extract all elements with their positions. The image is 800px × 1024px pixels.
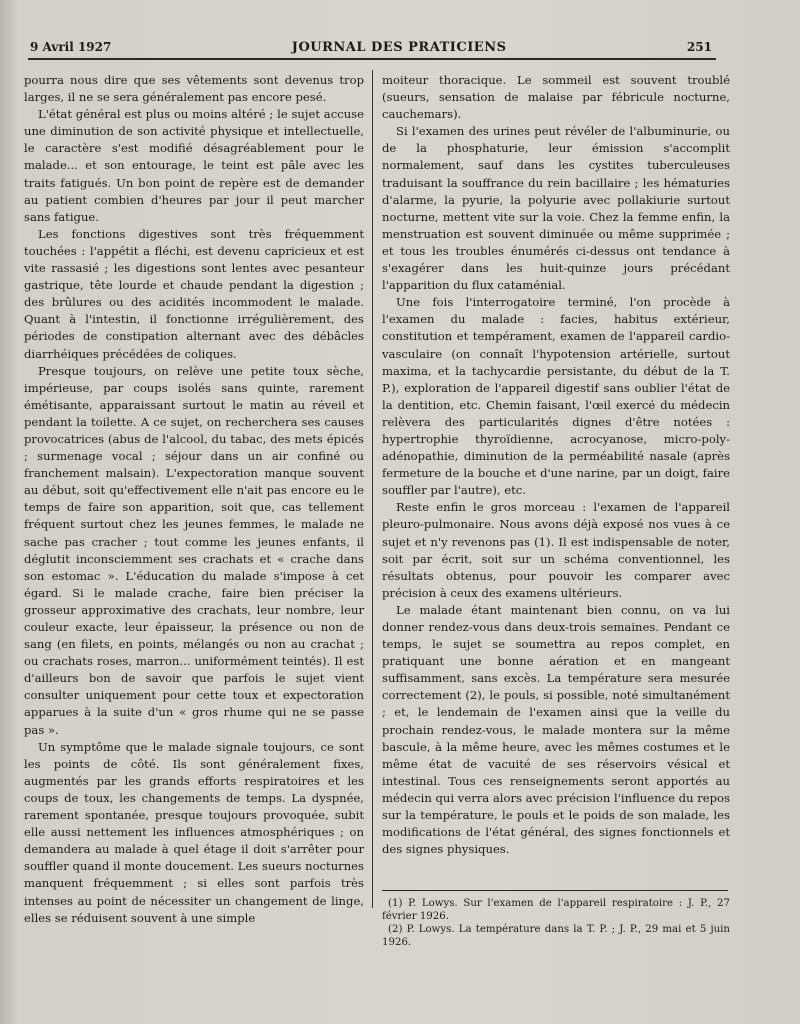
paragraph: pourra nous dire que ses vêtements sont devenus trop larges, il ne se sera généralement pas encore pesé. bbox=[24, 73, 364, 105]
paragraph: Une fois l'interrogatoire terminé, l'on procède à l'examen du malade : facies, habitus extérieur, constitution et tempérament, examen de l'appareil cardio-vasculaire (on connaît l'hypotension artérielle, surtout maxima, et la tachycardie persistante, du début de la T. P.), exploration de l'appareil digestif sans oublier l'état de la dentition, etc. Chemin faisant, l'œil exercé du médecin relèvera des particularités dignes d'être notées : hypertrophie thyroïdienne, acrocyanose, micro-poly-adénopathie, diminution de la perméabilité nasale (après fermeture de la bouche et d'une narine, par un doigt, faire souffler par l'autre), etc. bbox=[382, 295, 730, 498]
footnotes bbox=[382, 897, 730, 949]
footnote-rule bbox=[382, 890, 728, 891]
paragraph: Le malade étant maintenant bien connu, on va lui donner rendez-vous dans deux-trois semaines. Pendant ce temps, le sujet se soumettra au repos complet, en pratiquant une bonne aération et en mangeant suffisamment, sans excès. La température sera mesurée correctement (2), le pouls, si possible, noté simultanément ; et, le lendemain de l'examen ainsi que la veille du prochain rendez-vous, le malade montera sur la même bascule, à la même heure, avec les mêmes costumes et le même état de vacuité de ses réservoirs vésical et intestinal. Tous ces renseignements seront apportés au médecin qui verra alors avec précision l'influence du repos sur la température, le pouls et le poids de son malade, les modifications de l'état général, des signes fonctionnels et des signes physiques. bbox=[382, 602, 730, 857]
header-rule bbox=[28, 58, 716, 60]
footnote: (1) P. Lowys. Sur l'examen de l'appareil respiratoire : J. P., 27 février 1926. bbox=[382, 898, 730, 922]
footnote: (2) P. Lowys. La température dans la T. P. ; J. P., 29 mai et 5 juin 1926. bbox=[382, 924, 730, 948]
column-divider bbox=[372, 70, 373, 908]
paragraph: Si l'examen des urines peut révéler de l'albuminurie, ou de la phosphaturie, leur émission s'accomplit normalement, sauf dans les cystites tuberculeuses traduisant la souffrance du rein bacillaire ; les hématuries d'alarme, la pyurie, la polyurie avec pollakiurie surtout nocturne, mettent vite sur la voie. Chez la femme enfin, la menstruation est souvent diminuée ou même supprimée ; et tous les troubles énumérés ci-dessus ont tendance à s'exagérer dans les huit-quinze jours précédant l'apparition du flux cataménial. bbox=[382, 124, 730, 293]
right-column bbox=[382, 72, 730, 858]
journal-title: JOURNAL DES PRATICIENS bbox=[291, 39, 507, 55]
paragraph: Reste enfin le gros morceau : l'examen de l'appareil pleuro-pulmonaire. Nous avons déjà exposé nos vues à ce sujet et n'y revenons pas (1). Il est indispensable de noter, soit par écrit, soit sur un schéma conventionnel, les résultats obtenus, pour pouvoir les comparer avec précision à ceux des examens ultérieurs. bbox=[382, 500, 730, 600]
paragraph: Presque toujours, on relève une petite toux sèche, impérieuse, par coups isolés sans quinte, rarement émétisante, apparaissant surtout le matin au réveil et pendant la toilette. A ce sujet, on recherchera ses causes provocatrices (abus de l'alcool, du tabac, des mets épicés ; surmenage vocal ; séjour dans un air confiné ou franchement malsain). L'expectoration manque souvent au début, soit qu'effectivement elle n'ait pas encore eu le temps de faire son apparition, soit que, cas tellement fréquent surtout chez les jeunes femmes, le malade ne sache pas cracher ; tout comme les jeunes enfants, il déglutit inconsciemment ses crachats et « crache dans son estomac ». L'éducation du malade s'impose à cet égard. Si le malade crache, faire bien préciser la grosseur approximative des crachats, leur nombre, leur couleur exacte, leur épaisseur, la présence ou non de sang (en filets, en points, mélangés ou non au crachat ; ou crachats roses, marron... uniformément teintés). Il est d'ailleurs bon de savoir que parfois le sujet vient consulter uniquement pour cette toux et expectoration apparues à la suite d'un « gros rhume qui ne se passe pas ». bbox=[24, 363, 364, 737]
header-date: 9 Avril 1927 bbox=[30, 40, 112, 54]
paragraph: L'état général est plus ou moins altéré ; le sujet accuse une diminution de son activité physique et intellectuelle, le caractère s'est modifié désagréablement pour le malade... et son entourage, le teint est pâle avec les traits fatigués. Un bon point de repère est de demander au patient combien d'heures par jour il peut marcher sans fatigue. bbox=[24, 107, 364, 224]
page-number: 251 bbox=[686, 40, 712, 54]
left-column bbox=[24, 72, 364, 927]
running-header bbox=[30, 36, 712, 58]
paragraph: moiteur thoracique. Le sommeil est souvent troublé (sueurs, sensation de malaise par fébricule nocturne, cauchemars). bbox=[382, 73, 730, 122]
paragraph: Les fonctions digestives sont très fréquemment touchées : l'appétit a fléchi, est devenu capricieux et est vite rassasié ; les digestions sont lentes avec pesanteur gastrique, tête lourde et chaude pendant la digestion ; des brûlures ou des acidités incommodent le malade. Quant à l'intestin, il fonctionne irrégulièrement, des périodes de constipation alternant avec des débâcles diarrhéiques précédées de coliques. bbox=[24, 226, 364, 361]
paragraph: Un symptôme que le malade signale toujours, ce sont les points de côté. Ils sont généralement fixes, augmentés par les grands efforts respiratoires et les coups de toux, les changements de temps. La dyspnée, rarement spontanée, presque toujours provoquée, subit elle aussi nettement les influences atmosphériques ; on demandera au malade à quel étage il doit s'arrêter pour souffler quand il monte doucement. Les sueurs nocturnes manquent fréquemment ; si elles sont parfois très intenses au point de nécessiter un changement de linge, elles se réduisent souvent à une simple bbox=[24, 739, 364, 925]
